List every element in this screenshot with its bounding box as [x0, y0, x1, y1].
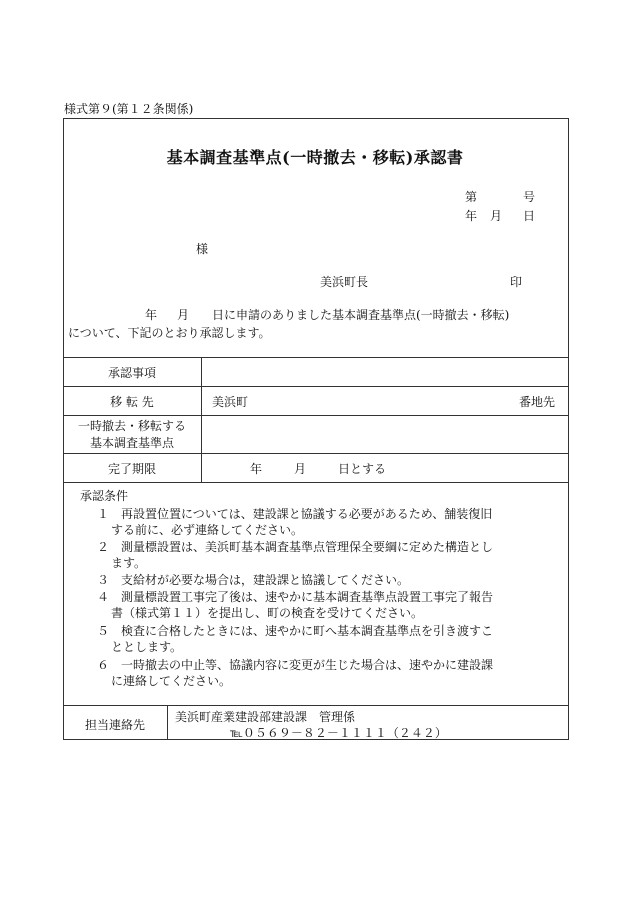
approval-item-label: 承認事項 — [107, 366, 156, 380]
condition-line: する前に、必ず連絡してください。 — [111, 523, 304, 537]
condition-line: ととします。 — [111, 640, 183, 654]
number-go: 号 — [523, 190, 536, 204]
target-label-line2: 基本調査基準点 — [89, 436, 174, 450]
intro-month: 月 — [177, 308, 190, 322]
conditions-header: 承認条件 — [80, 489, 129, 503]
deadline-suffix: 日とする — [338, 462, 387, 476]
contact-label: 担当連絡先 — [84, 718, 145, 732]
condition-line: ６ 一時撤去の中止等、協議内容に変更が生じた場合は、速やかに建設課 — [97, 658, 494, 672]
date-day: 日 — [523, 209, 536, 223]
document-title: 基本調査基準点(一時撤去・移転)承認書 — [166, 148, 464, 167]
contact-department: 美浜町産業建設部建設課 管理係 — [175, 710, 356, 724]
condition-line: ３ 支給材が必要な場合は，建設課と協議してください。 — [97, 573, 410, 587]
addressee-sama: 様 — [196, 242, 209, 256]
table-column-divider — [201, 357, 202, 482]
date-year: 年 — [465, 209, 478, 223]
contact-column-divider — [167, 705, 168, 740]
move-to-town: 美浜町 — [212, 395, 249, 409]
date-month: 月 — [490, 209, 503, 223]
contact-phone: ℡０５６９－８２－１１１１（２４２） — [230, 726, 447, 740]
table-top-rule — [63, 357, 569, 358]
deadline-year: 年 — [250, 462, 263, 476]
move-to-banchi: 番地先 — [519, 395, 556, 409]
condition-line: ます。 — [111, 556, 147, 570]
deadline-month: 月 — [294, 462, 307, 476]
table-rule-1 — [63, 386, 569, 387]
table-rule-2 — [63, 415, 569, 416]
condition-line: ５ 検査に合格したときには、速やかに町へ基本調査基準点を引き渡すこ — [97, 624, 494, 638]
condition-line: 書（様式第１１）を提出し、町の検査を受けてください。 — [111, 606, 424, 620]
number-dai: 第 — [465, 190, 478, 204]
condition-line: １ 再設置位置については、建設課と協議する必要があるため、舗装復旧 — [97, 507, 493, 521]
move-to-label: 移 転 先 — [110, 395, 154, 409]
issuer-name: 美浜町長 — [320, 275, 369, 289]
seal-mark: 印 — [510, 275, 523, 289]
condition-line: ２ 測量標設置は、美浜町基本調査基準点管理保全要綱に定めた構造とし — [97, 540, 494, 554]
deadline-label: 完了期限 — [107, 462, 156, 476]
contact-top-rule — [63, 705, 569, 706]
condition-line: に連絡してください。 — [111, 674, 232, 688]
intro-text-line1: 日に申請のありました基本調査基準点(一時撤去・移転) — [212, 308, 510, 322]
table-rule-3 — [63, 453, 569, 454]
target-label-line1: 一時撤去・移転する — [77, 419, 186, 433]
condition-line: ４ 測量標設置工事完了後は、速やかに基本調査基準点設置工事完了報告 — [97, 590, 494, 604]
intro-text-line2: について、下記のとおり承認します。 — [68, 326, 271, 340]
table-rule-4 — [63, 482, 569, 483]
form-number-label: 様式第９(第１２条関係) — [64, 102, 194, 116]
intro-year: 年 — [145, 308, 158, 322]
